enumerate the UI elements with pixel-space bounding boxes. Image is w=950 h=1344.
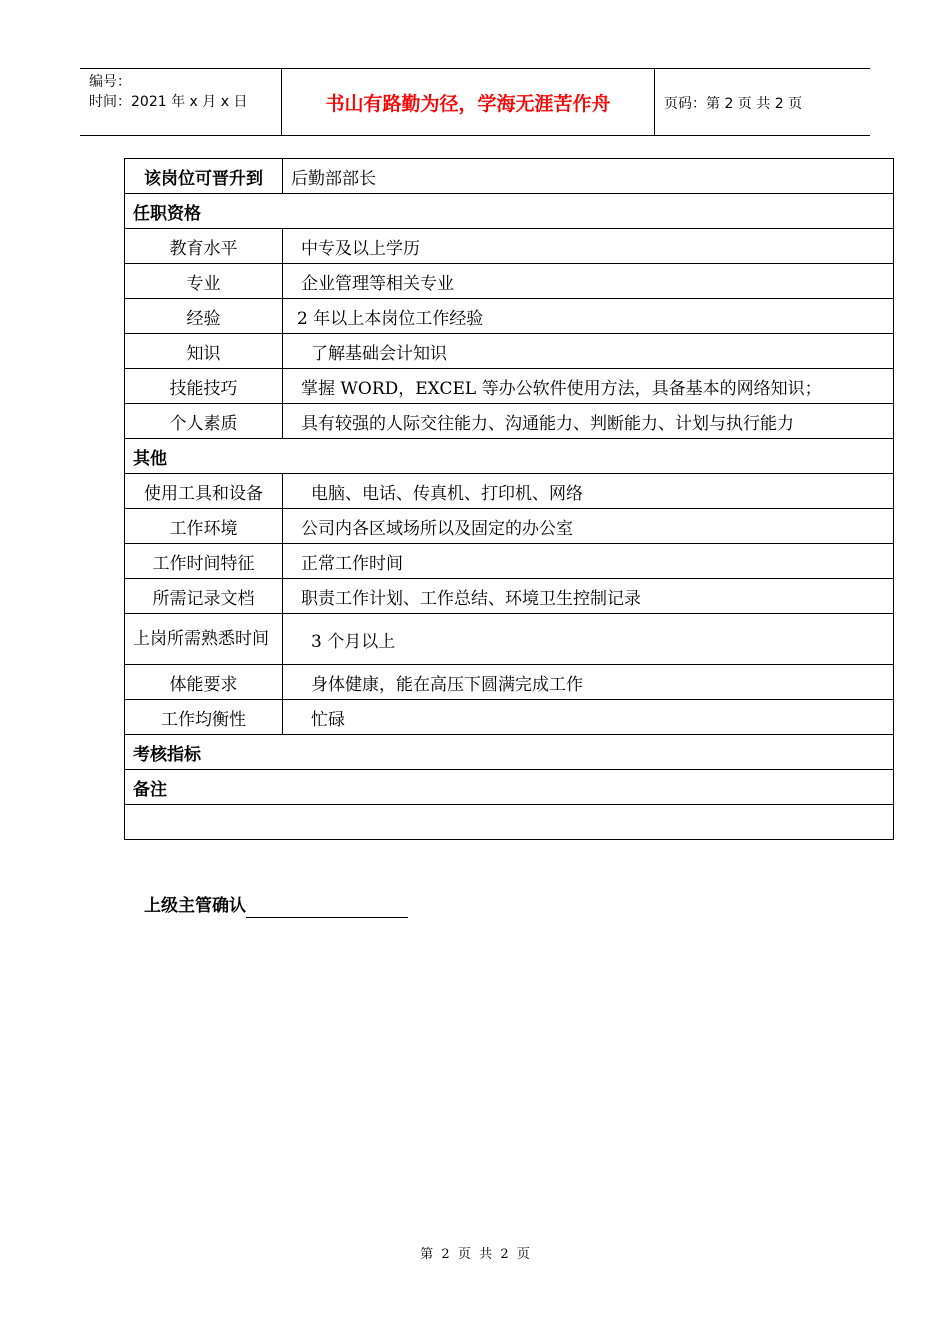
table-row <box>125 369 894 404</box>
row-label: 专业 <box>125 264 283 299</box>
header-page-info: 页码：第 2 页 共 2 页 <box>664 96 803 112</box>
table-row <box>125 404 894 439</box>
table-row <box>125 805 894 840</box>
section-title-remarks: 备注 <box>125 770 894 805</box>
row-label: 工作环境 <box>125 509 283 544</box>
row-label: 使用工具和设备 <box>125 474 283 509</box>
row-label: 上岗所需熟悉时间 <box>125 614 283 665</box>
header-divider <box>654 69 655 136</box>
row-label: 经验 <box>125 299 283 334</box>
page-footer: 第 2 页 共 2 页 <box>420 1247 530 1262</box>
table-row <box>125 264 894 299</box>
promotion-value: 后勤部部长 <box>283 159 894 194</box>
table-row <box>125 579 894 614</box>
section-row <box>125 439 894 474</box>
remarks-value <box>125 805 894 840</box>
row-value: 掌握 WORD，EXCEL 等办公软件使用方法，具备基本的网络知识； <box>283 369 894 404</box>
row-value: 正常工作时间 <box>283 544 894 579</box>
section-row <box>125 194 894 229</box>
table-row <box>125 229 894 264</box>
table-row <box>125 334 894 369</box>
row-label: 体能要求 <box>125 665 283 700</box>
table-row <box>125 474 894 509</box>
row-label: 知识 <box>125 334 283 369</box>
table-row <box>125 614 894 665</box>
row-value: 企业管理等相关专业 <box>283 264 894 299</box>
row-label: 技能技巧 <box>125 369 283 404</box>
header-meta <box>89 72 247 112</box>
row-label: 个人素质 <box>125 404 283 439</box>
signature-line <box>246 897 408 918</box>
document-date-label: 时间：2021 年 x 月 x 日 <box>89 94 248 110</box>
table-row <box>125 544 894 579</box>
row-value: 了解基础会计知识 <box>283 334 894 369</box>
promotion-label: 该岗位可晋升到 <box>125 159 283 194</box>
table-row <box>125 509 894 544</box>
row-value: 3 个月以上 <box>283 614 894 665</box>
section-row <box>125 735 894 770</box>
document-number-label: 编号： <box>89 74 131 90</box>
row-value: 身体健康，能在高压下圆满完成工作 <box>283 665 894 700</box>
page-header <box>80 68 870 136</box>
row-label: 教育水平 <box>125 229 283 264</box>
row-value: 忙碌 <box>283 700 894 735</box>
row-label: 工作时间特征 <box>125 544 283 579</box>
supervisor-signature <box>144 894 408 918</box>
section-title-qualifications: 任职资格 <box>125 194 894 229</box>
table-row <box>125 665 894 700</box>
table-row <box>125 700 894 735</box>
section-title-assessment: 考核指标 <box>125 735 894 770</box>
job-description-table <box>124 158 894 840</box>
section-title-other: 其他 <box>125 439 894 474</box>
row-label: 工作均衡性 <box>125 700 283 735</box>
row-value: 具有较强的人际交往能力、沟通能力、判断能力、计划与执行能力 <box>283 404 894 439</box>
header-motto: 书山有路勤为径，学海无涯苦作舟 <box>325 93 611 115</box>
row-value: 中专及以上学历 <box>283 229 894 264</box>
signature-label: 上级主管确认 <box>144 896 246 916</box>
table-row <box>125 159 894 194</box>
row-value: 职责工作计划、工作总结、环境卫生控制记录 <box>283 579 894 614</box>
table-row <box>125 299 894 334</box>
row-label: 所需记录文档 <box>125 579 283 614</box>
section-row <box>125 770 894 805</box>
row-value: 公司内各区域场所以及固定的办公室 <box>283 509 894 544</box>
row-value: 电脑、电话、传真机、打印机、网络 <box>283 474 894 509</box>
row-value: 2 年以上本岗位工作经验 <box>283 299 894 334</box>
